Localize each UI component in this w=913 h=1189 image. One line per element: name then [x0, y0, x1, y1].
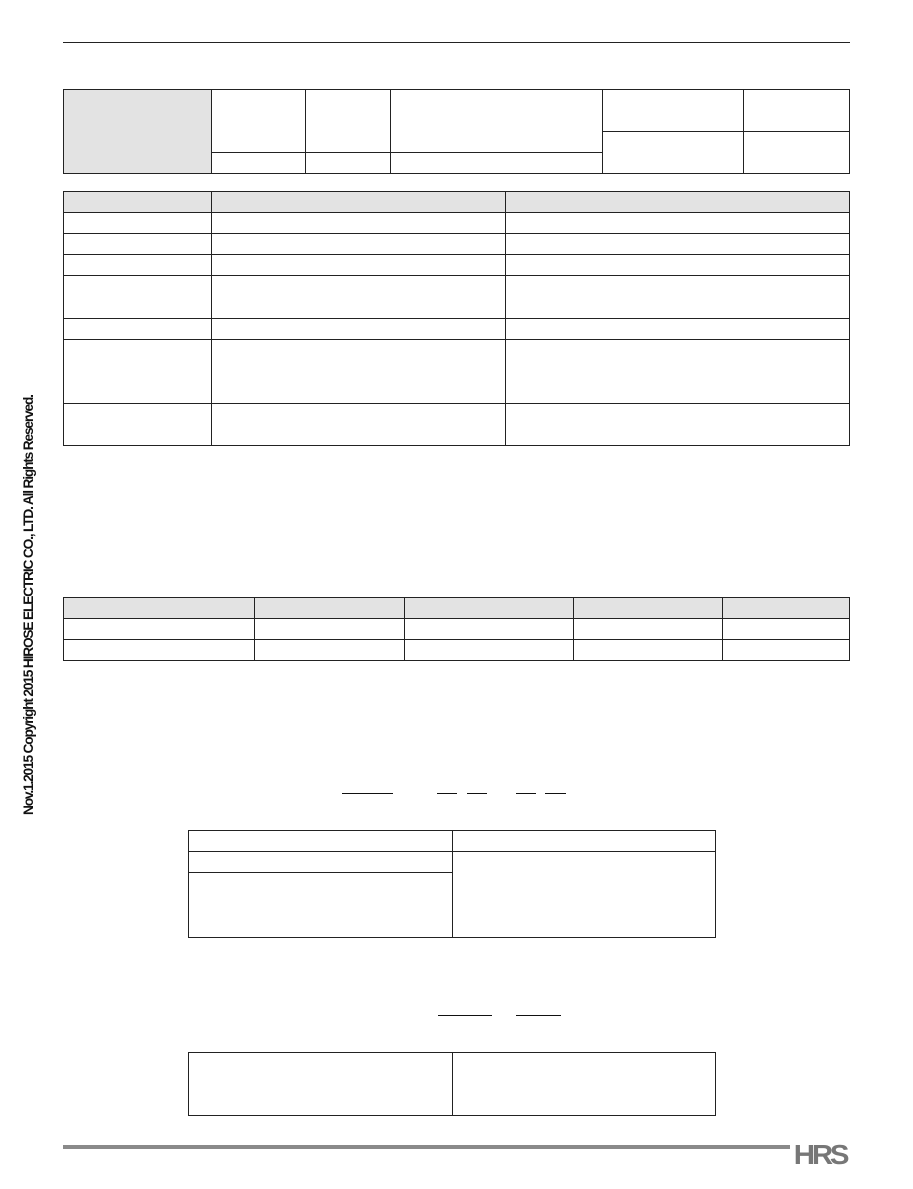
table-header-cell — [506, 192, 850, 213]
table-cell — [404, 619, 574, 640]
copyright-notice: Nov.1.2015 Copyright 2015 HIROSE ELECTRIC CO., LTD. All Rights Reserved. — [20, 395, 36, 815]
ordering-info-table — [188, 830, 716, 938]
table-cell — [254, 640, 404, 661]
table-header-cell — [64, 598, 255, 619]
hrs-logo: HRS — [793, 1139, 847, 1170]
table-row — [64, 276, 850, 319]
table-cell — [453, 1053, 716, 1116]
table-cell — [64, 234, 212, 255]
table-header-cell — [64, 192, 212, 213]
table-row — [64, 255, 850, 276]
header-cell — [744, 90, 850, 132]
header-cell — [211, 153, 305, 174]
header-label-cell — [64, 90, 212, 174]
table-header-cell — [723, 598, 850, 619]
table-cell — [506, 276, 850, 319]
table-cell — [506, 319, 850, 340]
table-cell — [189, 873, 453, 938]
part-code-underline — [467, 793, 487, 794]
table-cell — [574, 619, 723, 640]
table-cell — [189, 831, 453, 852]
header-cell — [390, 153, 603, 174]
table-cell — [211, 319, 506, 340]
table-cell — [453, 852, 716, 938]
table-cell — [64, 640, 255, 661]
table-cell — [64, 404, 212, 446]
table-cell — [254, 619, 404, 640]
materials-table — [63, 597, 850, 661]
footer-rule — [63, 1145, 790, 1149]
part-code-underline — [437, 793, 457, 794]
table-header-cell — [404, 598, 574, 619]
table-row — [64, 213, 850, 234]
table-cell — [64, 255, 212, 276]
table-cell — [211, 255, 506, 276]
table-row — [64, 404, 850, 446]
table-cell — [64, 340, 212, 404]
table-cell — [64, 213, 212, 234]
table-row — [64, 340, 850, 404]
table-cell — [211, 404, 506, 446]
header-cell — [305, 153, 390, 174]
part-code-underline — [545, 793, 566, 794]
table-cell — [211, 340, 506, 404]
table-cell — [506, 213, 850, 234]
table-cell — [574, 640, 723, 661]
table-cell — [189, 852, 453, 873]
table-cell — [64, 276, 212, 319]
table-cell — [506, 234, 850, 255]
table-header-row — [64, 192, 850, 213]
header-cell — [744, 132, 850, 174]
table-cell — [211, 276, 506, 319]
header-cell — [390, 90, 603, 153]
table-cell — [506, 255, 850, 276]
table-header-cell — [574, 598, 723, 619]
table-cell — [723, 619, 850, 640]
header-cell — [211, 90, 305, 153]
table-cell — [211, 234, 506, 255]
part-code-underline — [516, 1015, 561, 1016]
table-header-row — [64, 598, 850, 619]
header-cell — [603, 132, 744, 174]
header-cell — [305, 90, 390, 153]
table-header-cell — [211, 192, 506, 213]
part-code-underline — [342, 793, 393, 794]
table-cell — [189, 1053, 453, 1116]
table-row — [64, 619, 850, 640]
table-cell — [64, 619, 255, 640]
header-cell — [603, 90, 744, 132]
specification-table — [63, 191, 850, 446]
table-cell — [506, 340, 850, 404]
header-rule — [63, 42, 850, 43]
part-code-underline — [516, 793, 536, 794]
document-header-table — [63, 89, 850, 174]
table-header-cell — [254, 598, 404, 619]
part-code-underline — [438, 1015, 492, 1016]
table-cell — [404, 640, 574, 661]
table-row — [64, 640, 850, 661]
table-row — [64, 319, 850, 340]
table-cell — [453, 831, 716, 852]
ordering-info-table — [188, 1052, 716, 1116]
table-cell — [723, 640, 850, 661]
table-cell — [506, 404, 850, 446]
table-cell — [211, 213, 506, 234]
table-row — [64, 234, 850, 255]
table-cell — [64, 319, 212, 340]
